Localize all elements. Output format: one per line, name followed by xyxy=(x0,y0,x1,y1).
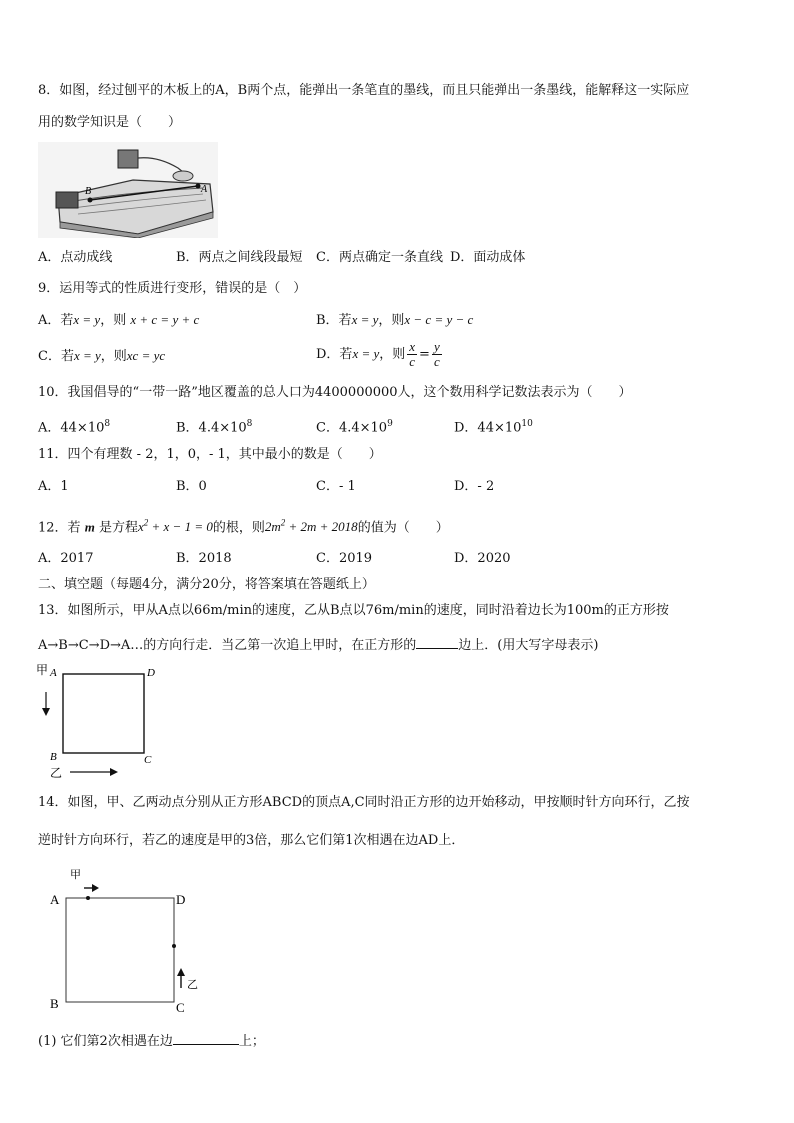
q9-stem: 9．运用等式的性质进行变形，错误的是（ ） xyxy=(38,281,307,296)
q9-b-then: ，则 xyxy=(378,313,405,328)
q9-c-result: xc = yc xyxy=(126,348,166,363)
q10-option-d[interactable]: D．$44\times 10^{10}$ xyxy=(454,419,533,436)
q13-square-figure xyxy=(34,660,164,782)
q13-stem-line1: 13．如图所示，甲从A点以66m/min的速度，乙从B点以76m/min的速度，同时沿着边长为100m的正方形按 xyxy=(38,603,669,618)
q8-option-a[interactable]: A．点动成线 xyxy=(38,250,113,265)
q8-photo-label-b: B xyxy=(85,186,92,197)
q13-label-b: B xyxy=(50,751,57,763)
q9-option-a[interactable] xyxy=(38,311,199,330)
q13-label-yi: 乙 xyxy=(50,766,63,780)
q9-a-result: x + c = y + c xyxy=(130,312,200,327)
q8-stem-line1: 8．如图，经过刨平的木板上的A，B两个点，能弹出一条笔直的墨线，而且只能弹出一条墨线，能解释这一实际应 xyxy=(38,83,690,98)
q13-arrow-right-icon xyxy=(110,768,118,776)
q9-d-frac-right: $\frac{y}{c}$ xyxy=(433,339,440,369)
q12-option-c[interactable]: C．2019 xyxy=(316,551,373,566)
q13-arrow-down-icon xyxy=(42,708,50,716)
q11-option-c[interactable]: C．- 1 xyxy=(316,479,356,494)
q13-label-c: C xyxy=(144,754,152,766)
q9-option-b[interactable] xyxy=(316,311,473,330)
q9-b-prefix: B．若 xyxy=(316,313,352,328)
q9-a-prefix: A．若 xyxy=(38,313,74,328)
q10-option-b[interactable]: B．$4.4\times 10^8$ xyxy=(176,419,253,436)
q14-square-figure xyxy=(44,862,214,1022)
q14-label-a: A xyxy=(50,892,60,907)
q9-d-frac-left: $\frac{x}{c}$ xyxy=(409,339,416,369)
q14-label-b: B xyxy=(50,996,59,1011)
q8-woodboard-photo xyxy=(38,142,218,238)
q9-c-prefix: C．若 xyxy=(38,349,74,364)
q9-option-d[interactable] xyxy=(316,340,444,369)
q9-a-then: ，则 xyxy=(100,313,127,328)
q14-label-c: C xyxy=(176,1000,185,1015)
q14-sub1-answer-blank[interactable] xyxy=(173,1030,239,1045)
q9-a-cond: x = y xyxy=(73,312,101,327)
q8-stem-line2: 用的数学知识是（ ） xyxy=(38,115,182,130)
q13-answer-blank[interactable] xyxy=(416,634,458,649)
q11-option-d[interactable]: D．- 2 xyxy=(454,479,495,494)
q13-label-d: D xyxy=(147,667,155,679)
q11-option-a[interactable]: A．1 xyxy=(38,479,69,494)
q9-d-eq: = xyxy=(419,347,430,362)
q12-option-a[interactable]: A．2017 xyxy=(38,551,94,566)
q9-option-c[interactable] xyxy=(38,347,165,366)
q10-option-a[interactable]: A．$44\times 10^8$ xyxy=(38,419,111,436)
q8-photo-label-a: A xyxy=(201,184,208,195)
q14-label-d: D xyxy=(176,892,186,907)
q12-stem: 12．若 m 是方程$x^2 + x - 1 = 0$的根，则$2m^2 + 2m + 2018$的值为（ ） xyxy=(38,518,449,536)
section2-heading: 二、填空题（每题4分，满分20分，将答案填在答题纸上） xyxy=(38,577,375,592)
q14-label-yi: 乙 xyxy=(187,979,198,991)
q12-var-m: m xyxy=(84,519,95,535)
q9-c-then: ，则 xyxy=(100,349,127,364)
q14-stem-line2: 逆时针方向环行，若乙的速度是甲的3倍，那么它们第1次相遇在边AD上． xyxy=(38,833,465,848)
q14-arrow-right-icon xyxy=(92,884,99,892)
q8-option-d[interactable]: D．面动成体 xyxy=(450,250,526,265)
q12-option-d[interactable]: D．2020 xyxy=(454,551,511,566)
q11-stem: 11．四个有理数 - 2，1，0，- 1，其中最小的数是（ ） xyxy=(38,447,382,462)
q12-equation: $x^2 + x - 1 = 0$ xyxy=(137,518,213,535)
q11-option-b[interactable]: B．0 xyxy=(176,479,207,494)
q13-label-jia: 甲 xyxy=(36,663,49,677)
q9-d-then: ，则 xyxy=(379,347,406,362)
q9-d-cond: x = y xyxy=(352,346,380,361)
q10-option-c[interactable]: C．$4.4\times 10^9$ xyxy=(316,419,393,436)
q14-arrow-up-icon xyxy=(177,968,185,976)
q12-option-b[interactable]: B．2018 xyxy=(176,551,232,566)
q9-d-prefix: D．若 xyxy=(316,347,353,362)
q10-stem: 10．我国倡导的“一带一路”地区覆盖的总人口为4400000000人，这个数用科学记数法表示为（ ） xyxy=(38,385,632,400)
q12-expression: $2m^2 + 2m + 2018$ xyxy=(264,518,358,535)
q9-b-cond: x = y xyxy=(351,312,379,327)
q8-option-c[interactable]: C．两点确定一条直线 xyxy=(316,250,443,265)
q8-option-b[interactable]: B．两点之间线段最短 xyxy=(176,250,303,265)
q14-stem-line1: 14．如图，甲、乙两动点分别从正方形ABCD的顶点A,C同时沿正方形的边开始移动，甲按顺时针方向环行，乙按 xyxy=(38,795,690,810)
q13-stem-line2: A→B→C→D→A…的方向行走．当乙第一次追上甲时，在正方形的 边上．(用大写字母表示) xyxy=(38,634,598,655)
q13-label-a: A xyxy=(50,667,57,679)
q14-sub1: (1) 它们第2次相遇在边 上； xyxy=(38,1030,265,1051)
q14-label-jia: 甲 xyxy=(70,869,81,881)
q9-b-result: x − c = y − c xyxy=(404,312,474,327)
q9-c-cond: x = y xyxy=(73,348,101,363)
